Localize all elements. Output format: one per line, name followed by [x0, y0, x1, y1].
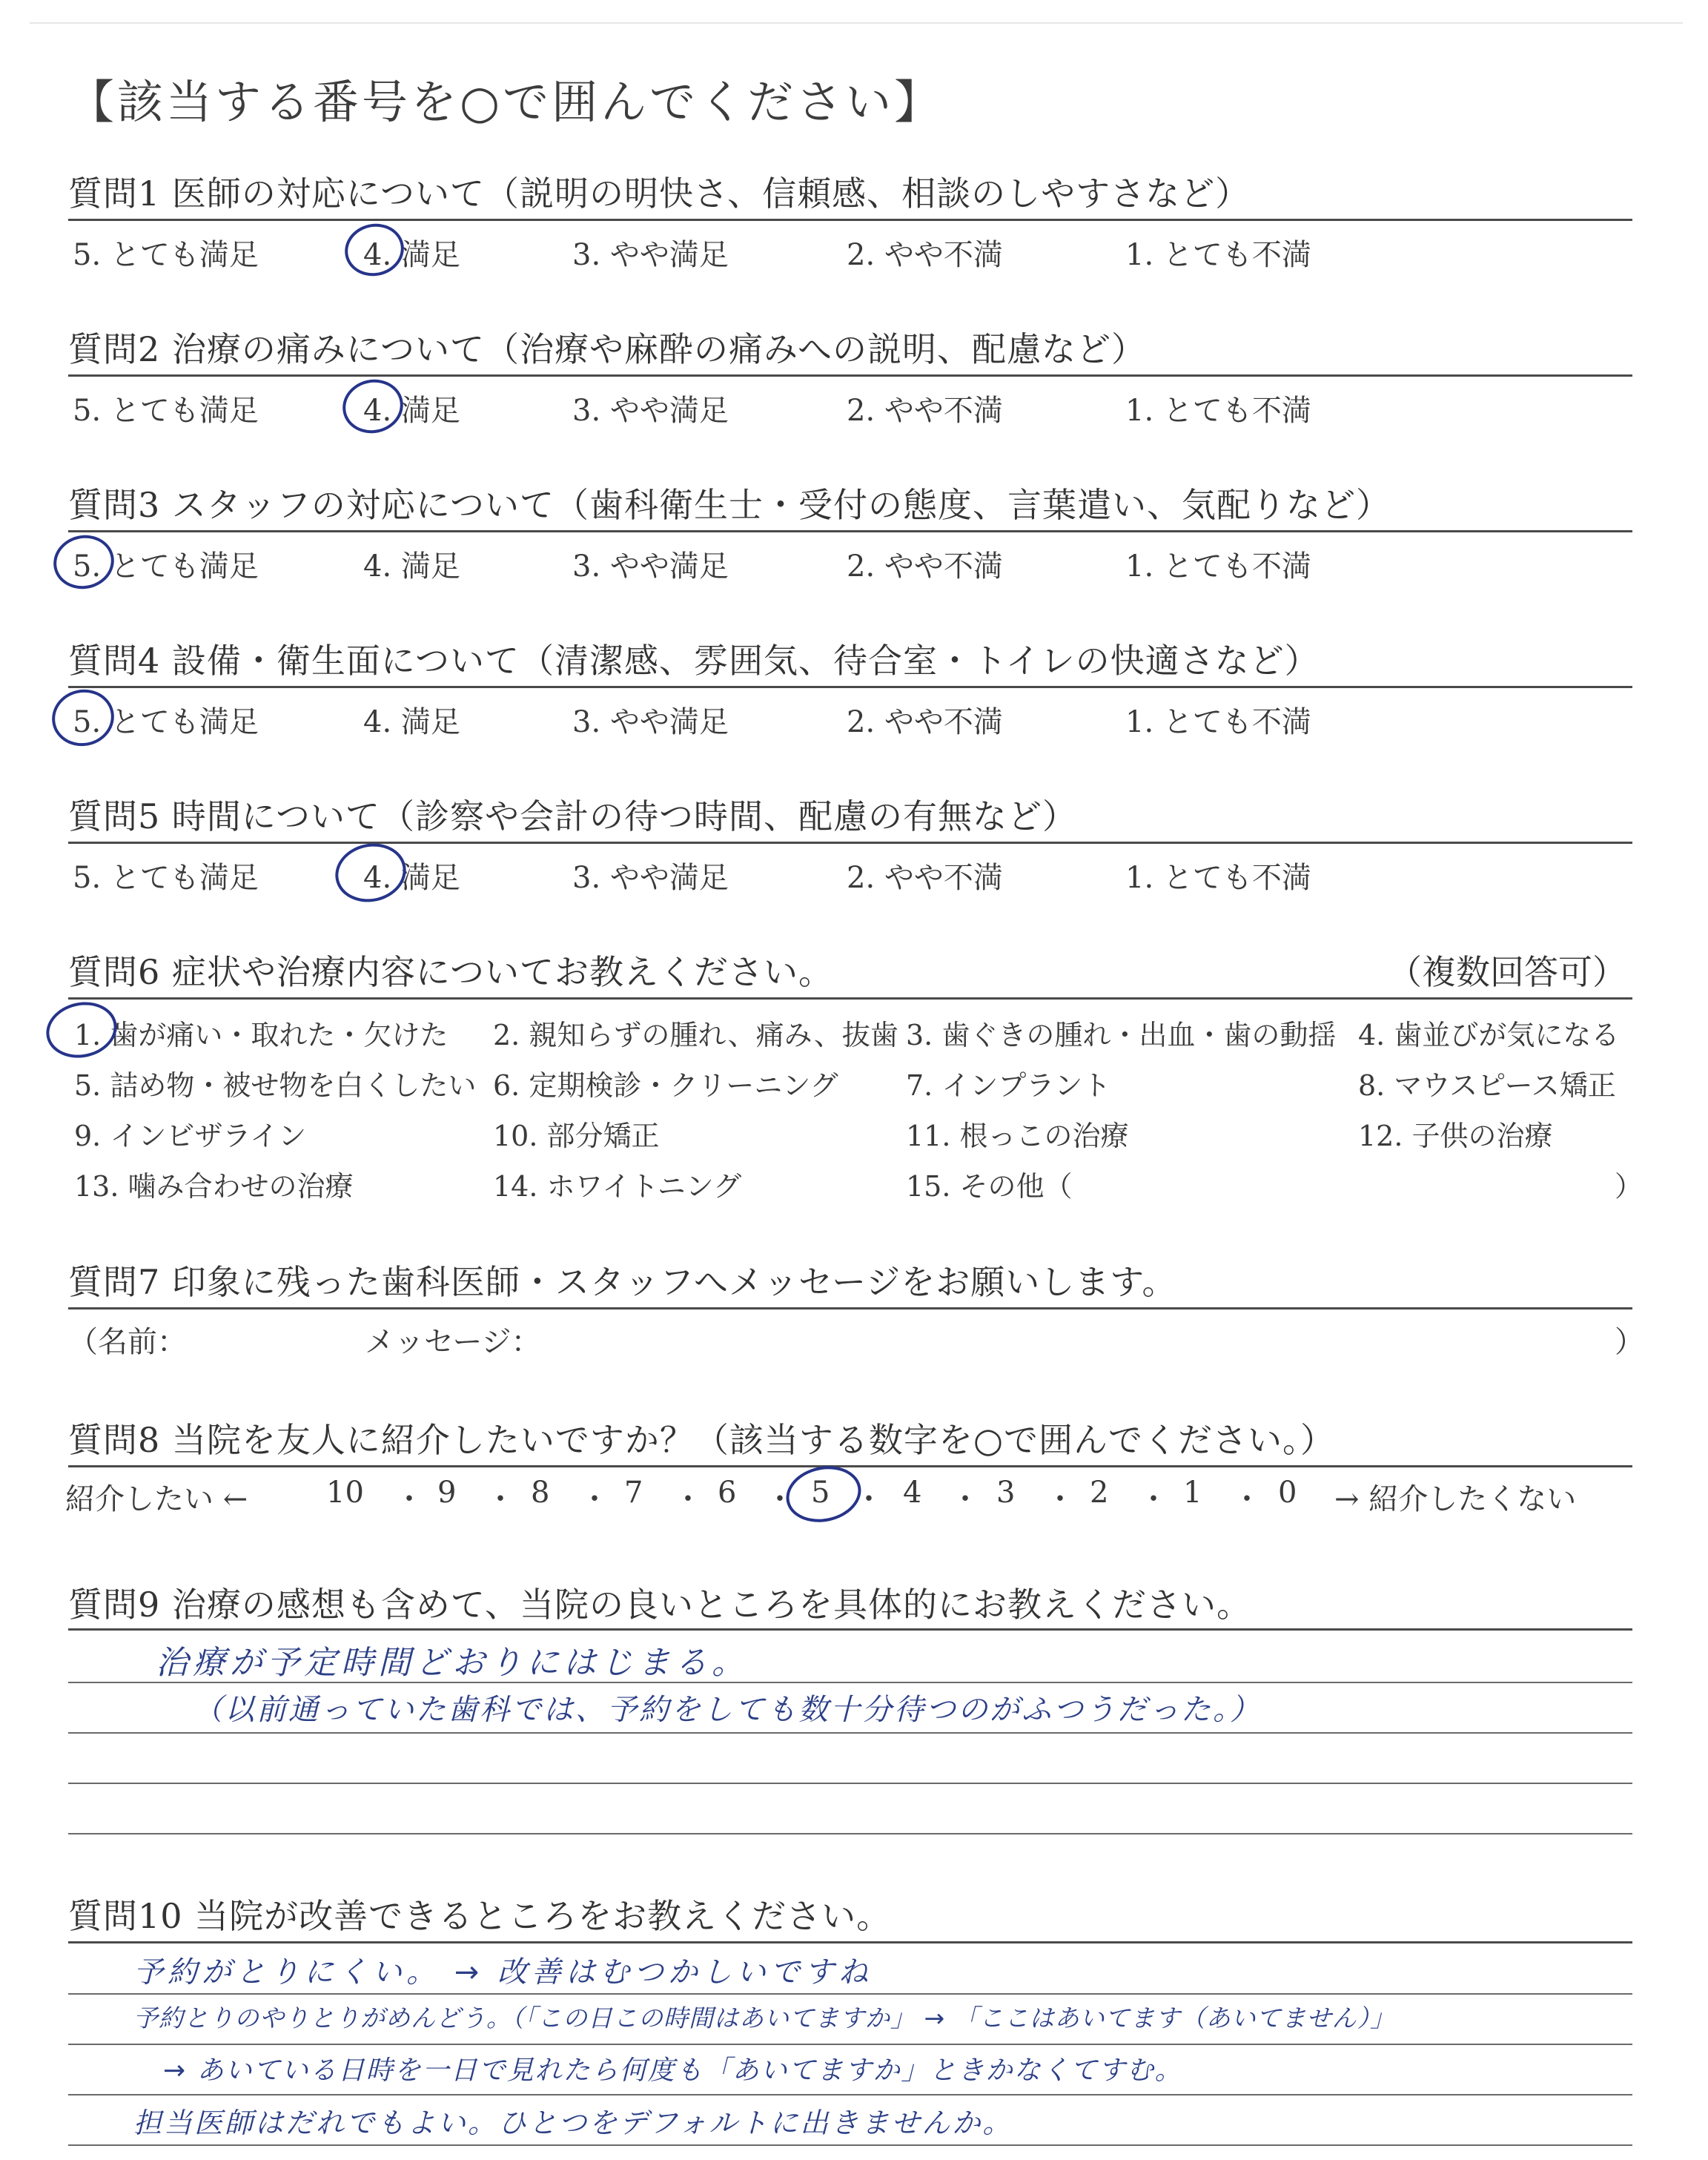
- q10-title: 質問10 当院が改善できるところをお教えください。: [68, 1896, 892, 1936]
- page-heading: 【該当する番号を○で囲んでください】: [68, 75, 944, 129]
- q4-option-2[interactable]: 2. やや不満: [847, 705, 1003, 739]
- q8-title: 質問8 当院を友人に紹介したいですか？（該当する数字を○で囲んでください。）: [68, 1420, 1336, 1460]
- q5-option-4[interactable]: 4. 満足: [363, 861, 460, 895]
- q8-dot: ・: [765, 1482, 795, 1516]
- q5-option-1[interactable]: 1. とても不満: [1125, 861, 1311, 895]
- q5-title: 質問5 時間について（診察や会計の待つ時間、配慮の有無など）: [68, 796, 1077, 836]
- q6-item-10[interactable]: 10. 部分矯正: [493, 1120, 660, 1152]
- q3-option-3[interactable]: 3. やや満足: [572, 549, 729, 584]
- q10-rule: [68, 1941, 1632, 1943]
- q8-scale-6[interactable]: 6: [718, 1476, 737, 1510]
- q4-rule: [68, 686, 1632, 688]
- q10-answer-line-3: → あいている日時を一日で見れたら何度も「あいてますか」ときかなくてすむ。: [163, 2055, 1183, 2086]
- q6-item-15[interactable]: 15. その他（: [906, 1170, 1073, 1203]
- q9-answer-line-2: （以前通っていた歯科では、予約をしても数十分待つのがふつうだった。）: [193, 1693, 1262, 1727]
- q9-answer-line: [68, 1833, 1632, 1834]
- q1-option-3[interactable]: 3. やや満足: [572, 238, 729, 272]
- q3-option-5[interactable]: 5. とても満足: [73, 549, 259, 584]
- q6-item-13[interactable]: 13. 噛み合わせの治療: [74, 1170, 354, 1203]
- q2-option-5[interactable]: 5. とても満足: [73, 394, 259, 428]
- q2-rule: [68, 374, 1632, 377]
- q7-name-label: （名前：: [68, 1325, 187, 1359]
- q1-option-1[interactable]: 1. とても不満: [1125, 238, 1311, 272]
- q5-selection-circle: [330, 837, 411, 908]
- q5-rule: [68, 842, 1632, 844]
- q2-option-1[interactable]: 1. とても不満: [1125, 394, 1311, 428]
- q1-option-2[interactable]: 2. やや不満: [847, 238, 1003, 272]
- q10-answer-line: [68, 2094, 1632, 2095]
- q10-answer-line: [68, 2044, 1632, 2045]
- q8-scale-7[interactable]: 7: [624, 1476, 643, 1510]
- q7-title: 質問7 印象に残った歯科医師・スタッフへメッセージをお願いします。: [68, 1262, 1177, 1302]
- q9-rule: [68, 1628, 1632, 1631]
- q8-left-label: 紹介したい ←: [65, 1482, 248, 1516]
- q1-option-5[interactable]: 5. とても満足: [73, 238, 259, 272]
- q4-title: 質問4 設備・衛生面について（清潔感、雰囲気、待合室・トイレの快適さなど）: [68, 641, 1320, 681]
- q5-option-3[interactable]: 3. やや満足: [572, 861, 729, 895]
- q6-item-8[interactable]: 8. マウスピース矯正: [1358, 1069, 1616, 1102]
- q3-title: 質問3 スタッフの対応について（歯科衛生士・受付の態度、言葉遣い、気配りなど）: [68, 485, 1391, 525]
- q2-option-2[interactable]: 2. やや不満: [847, 394, 1003, 428]
- q8-scale-5[interactable]: 5: [811, 1476, 830, 1510]
- q6-item-9[interactable]: 9. インビザライン: [74, 1120, 307, 1152]
- q5-option-5[interactable]: 5. とても満足: [73, 861, 259, 895]
- q8-dot: ・: [1232, 1482, 1262, 1516]
- q10-answer-line-2: 予約とりのやりとりがめんどう。（「この日この時間はあいてますか」 → 「ここはあいてます（あいてません）」: [133, 2004, 1396, 2032]
- q8-dot: ・: [1045, 1482, 1075, 1516]
- q4-option-3[interactable]: 3. やや満足: [572, 705, 729, 739]
- q1-title: 質問1 医師の対応について（説明の明快さ、信頼感、相談のしやすさなど）: [68, 174, 1251, 214]
- q2-option-3[interactable]: 3. やや満足: [572, 394, 729, 428]
- q6-item-5[interactable]: 5. 詰め物・被せ物を白くしたい: [74, 1069, 477, 1102]
- q6-item-2[interactable]: 2. 親知らずの腫れ、痛み、抜歯: [493, 1019, 898, 1051]
- q3-option-2[interactable]: 2. やや不満: [847, 549, 1003, 584]
- q8-right-label: → 紹介したくない: [1334, 1482, 1577, 1516]
- q6-item-14[interactable]: 14. ホワイトニング: [493, 1170, 742, 1203]
- q9-answer-line: [68, 1783, 1632, 1784]
- q3-option-4[interactable]: 4. 満足: [363, 549, 460, 584]
- q8-scale-9[interactable]: 9: [437, 1476, 457, 1510]
- q10-answer-line: [68, 1993, 1632, 1995]
- q6-item-6[interactable]: 6. 定期検診・クリーニング: [493, 1069, 838, 1102]
- q6-item-11[interactable]: 11. 根っこの治療: [906, 1120, 1129, 1152]
- q7-close: ）: [1615, 1325, 1644, 1359]
- q6-selection-circle: [41, 996, 122, 1064]
- q5-option-2[interactable]: 2. やや不満: [847, 861, 1003, 895]
- q9-title: 質問9 治療の感想も含めて、当院の良いところを具体的にお教えください。: [68, 1585, 1251, 1625]
- q10-answer-line: [68, 2144, 1632, 2146]
- q8-dot: ・: [486, 1482, 515, 1516]
- q8-dot: ・: [394, 1482, 424, 1516]
- q8-scale-4[interactable]: 4: [903, 1476, 922, 1510]
- q6-item-1[interactable]: 1. 歯が痛い・取れた・欠けた: [74, 1019, 448, 1051]
- q8-scale-2[interactable]: 2: [1090, 1476, 1109, 1510]
- q10-answer-line-1: 予約がとりにくい。 → 改善はむつかしいですね: [133, 1955, 873, 1989]
- q2-option-4[interactable]: 4. 満足: [363, 394, 460, 428]
- q8-scale-10[interactable]: 10: [326, 1476, 364, 1510]
- q2-title: 質問2 治療の痛みについて（治療や麻酔の痛みへの説明、配慮など）: [68, 329, 1147, 369]
- q8-scale-1[interactable]: 1: [1183, 1476, 1202, 1510]
- q1-rule: [68, 219, 1632, 221]
- q3-rule: [68, 530, 1632, 532]
- q8-dot: ・: [580, 1482, 609, 1516]
- q4-option-5[interactable]: 5. とても満足: [73, 705, 259, 739]
- q6-title: 質問6 症状や治療内容についてお教えください。: [68, 952, 833, 992]
- q9-answer-line-1: 治療が予定時間どおりにはじまる。: [156, 1644, 749, 1682]
- q8-scale-3[interactable]: 3: [996, 1476, 1016, 1510]
- q8-dot: ・: [854, 1482, 884, 1516]
- q7-message-label: メッセージ：: [365, 1325, 541, 1359]
- q6-note: （複数回答可）: [1388, 952, 1626, 992]
- q8-dot: ・: [673, 1482, 703, 1516]
- q7-rule: [68, 1307, 1632, 1309]
- q9-answer-line: [68, 1732, 1632, 1734]
- q8-rule: [68, 1465, 1632, 1467]
- q8-dot: ・: [950, 1482, 980, 1516]
- top-edge-line: [30, 22, 1683, 24]
- q10-answer-line-4: 担当医師はだれでもよい。ひとつをデフォルトに出きませんか。: [133, 2107, 1013, 2139]
- q6-item-3[interactable]: 3. 歯ぐきの腫れ・出血・歯の動揺: [906, 1019, 1337, 1051]
- q1-option-4[interactable]: 4. 満足: [363, 238, 460, 272]
- q3-option-1[interactable]: 1. とても不満: [1125, 549, 1311, 584]
- q8-scale-0[interactable]: 0: [1278, 1476, 1297, 1510]
- q4-option-1[interactable]: 1. とても不満: [1125, 705, 1311, 739]
- q8-selection-circle: [781, 1459, 866, 1529]
- q6-other-close: ）: [1615, 1170, 1644, 1203]
- q8-scale-8[interactable]: 8: [531, 1476, 550, 1510]
- q6-item-7[interactable]: 7. インプラント: [906, 1069, 1111, 1102]
- q6-item-4[interactable]: 4. 歯並びが気になる: [1358, 1019, 1620, 1051]
- q6-item-12[interactable]: 12. 子供の治療: [1358, 1120, 1553, 1152]
- q4-option-4[interactable]: 4. 満足: [363, 705, 460, 739]
- q4-selection-circle: [47, 684, 119, 752]
- q8-dot: ・: [1139, 1482, 1168, 1516]
- q6-rule: [68, 997, 1632, 1000]
